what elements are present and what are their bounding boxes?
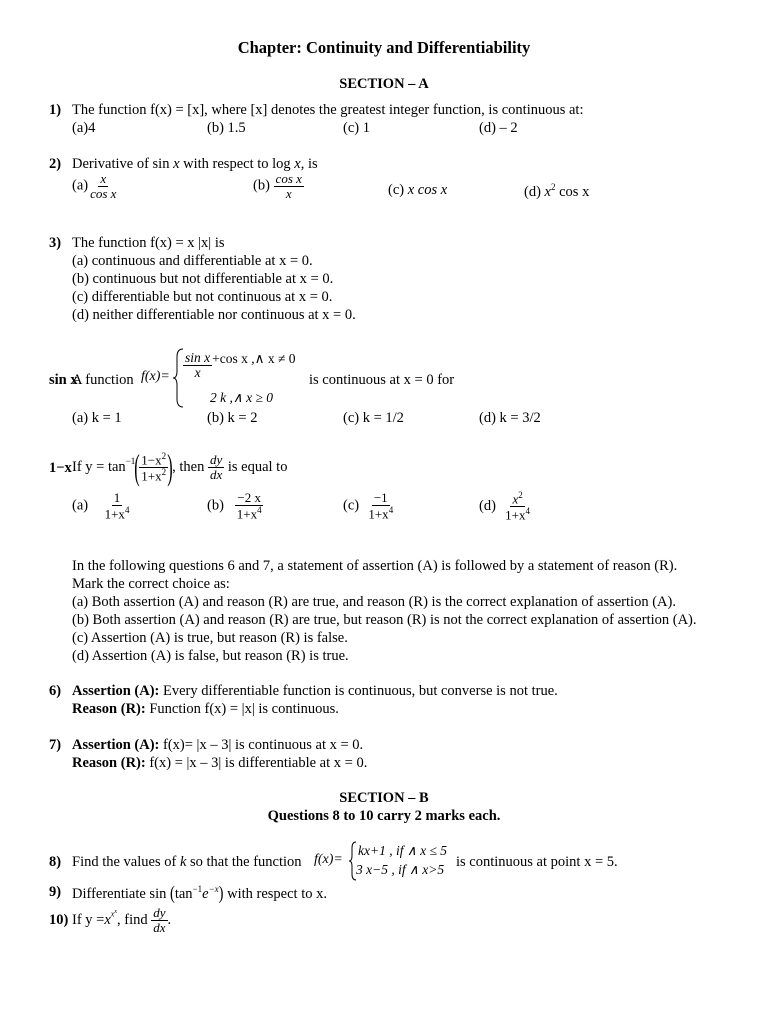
- assertion: Assertion (A): Every differentiable function is continuous, but converse is not true.: [72, 683, 558, 699]
- option: (a) k = 1: [72, 410, 122, 426]
- option: (c) 1: [343, 120, 370, 136]
- instruction-line: (a) Both assertion (A) and reason (R) are true, and reason (R) is the correct explanation of assertion (A).: [72, 594, 676, 610]
- question-number: 1−x: [49, 460, 72, 476]
- question-number: 7): [49, 737, 62, 753]
- question-text: A function: [72, 372, 134, 388]
- section-a-heading: SECTION – A: [339, 76, 429, 92]
- option: (d) $x^2$ cos x: [524, 182, 590, 200]
- option: (a)4: [72, 120, 96, 136]
- question-number: 2): [49, 156, 62, 172]
- instruction-line: (d) Assertion (A) is false, but reason (R) is true.: [72, 648, 349, 664]
- question-number: 3): [49, 235, 62, 251]
- function-label: f(x)=: [141, 369, 170, 384]
- piecewise-case-2: 2 k ,∧ x ≥ 0: [210, 390, 274, 405]
- piecewise-case-1: kx+1 , if ∧ x ≤ 5: [358, 843, 448, 858]
- option: (c) x cos x: [388, 182, 448, 198]
- question-text: Find the values of k so that the function: [72, 854, 302, 870]
- question-text: Derivative of sin x with respect to log x, is: [72, 156, 318, 172]
- question-number: 1): [49, 102, 62, 118]
- question-text: is continuous at x = 0 for: [309, 372, 455, 388]
- piecewise-case-2: 3 x−5 , if ∧ x>5: [356, 862, 445, 877]
- piecewise-case-1: $\frac{\text{sin x}}{x}$ +cos x ,∧ x ≠ 0: [185, 350, 296, 381]
- question-text: If y = tan $^{-1}$ ( $\frac{1-x^2}{1+x^2}$ ) , then $\frac{dy}{dx}$ is equal to: [72, 447, 288, 487]
- reason: Reason (R): f(x) = |x – 3| is differentiable at x = 0.: [72, 755, 368, 771]
- assertion: Assertion (A): f(x)= |x – 3| is continuous at x = 0.: [72, 737, 364, 753]
- option: (b) $\frac{-2 x}{1+x^4}$: [207, 490, 262, 521]
- function-label: f(x)=: [314, 852, 343, 867]
- option: (b) $\frac{\text{cos x}}{x}$: [253, 171, 302, 201]
- option: (d) $\frac{x^2}{1+x^4}$: [479, 490, 531, 523]
- option: (c) k = 1/2: [343, 410, 404, 426]
- option: (d) neither differentiable nor continuous at x = 0.: [72, 307, 356, 323]
- option: (d) k = 3/2: [479, 410, 541, 426]
- instruction-line: (b) Both assertion (A) and reason (R) are true, but reason (R) is not the correct explanation of assertion (A).: [72, 612, 697, 628]
- question-text: is continuous at point x = 5.: [456, 854, 618, 870]
- section-b-subheading: Questions 8 to 10 carry 2 marks each.: [267, 808, 501, 824]
- question-number: sin x: [49, 372, 78, 388]
- option: (a) $\frac{x}{\text{cos x}}$: [72, 171, 117, 201]
- question-number: 9): [49, 884, 62, 900]
- question-number: 10): [49, 912, 69, 928]
- option: (b) continuous but not differentiable at x = 0.: [72, 271, 334, 287]
- instruction-line: Mark the correct choice as:: [72, 576, 230, 592]
- page-title: Chapter: Continuity and Differentiability: [237, 38, 531, 57]
- question-number: 8): [49, 854, 62, 870]
- question-text: If y = x $^{x^x}$ , find $\frac{dy}{dx}$ .: [72, 904, 172, 935]
- option: (a) continuous and differentiable at x = 0.: [72, 253, 313, 269]
- option: (b) 1.5: [207, 120, 246, 136]
- option: (d) – 2: [479, 120, 518, 136]
- option: (c) $\frac{-1}{1+x^4}$: [343, 490, 394, 521]
- option: (b) k = 2: [207, 410, 258, 426]
- instruction-line: (c) Assertion (A) is true, but reason (R) is false.: [72, 630, 348, 646]
- question-number: 6): [49, 683, 62, 699]
- option: (c) differentiable but not continuous at x = 0.: [72, 289, 333, 305]
- question-text: The function f(x) = [x], where [x] denotes the greatest integer function, is continuous at:: [72, 102, 584, 118]
- reason: Reason (R): Function f(x) = |x| is continuous.: [72, 701, 339, 717]
- question-text: The function f(x) = x |x| is: [72, 235, 225, 251]
- instruction-line: In the following questions 6 and 7, a statement of assertion (A) is followed by a statement of reason (R).: [72, 558, 678, 574]
- section-b-heading: SECTION – B: [339, 790, 429, 806]
- option: (a) $\frac{1}{1+x^4}$: [72, 490, 130, 521]
- question-text: Differentiate $\sin (\tan^{-1}e^{-x})$ with respect to x.: [72, 883, 327, 905]
